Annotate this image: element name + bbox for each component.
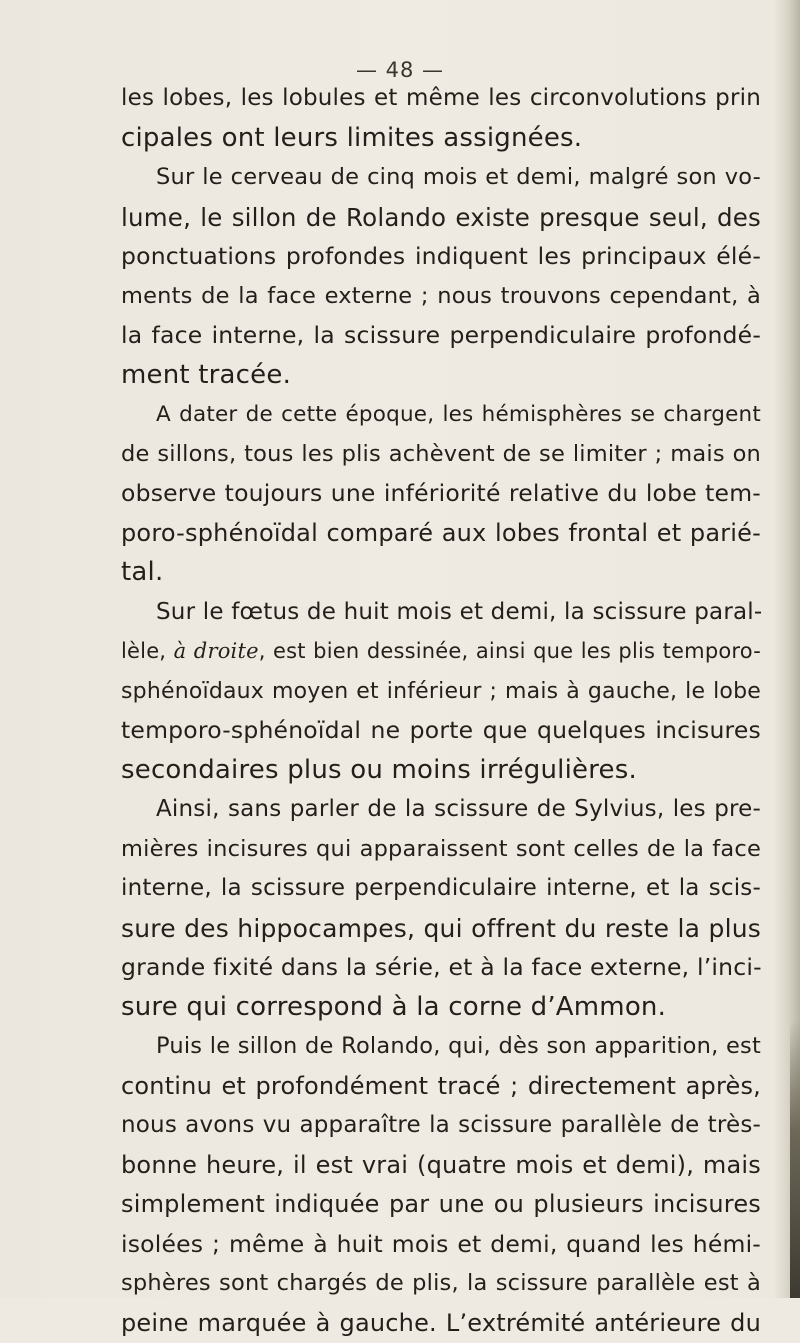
text-line: mières incisures qui apparaissent sont celles de la face xyxy=(121,830,761,870)
text-line: Puis le sillon de Rolando, qui, dès son apparition, est xyxy=(121,1027,761,1067)
text-line: Ainsi, sans parler de la scissure de Sylvius, les pre- xyxy=(121,790,761,830)
text-line: continu et profondément tracé ; directement après, xyxy=(121,1067,761,1107)
text-line: lume, le sillon de Rolando existe presque seul, des xyxy=(121,198,761,238)
text-line: isolées ; même à huit mois et demi, quand les hémi- xyxy=(121,1225,761,1265)
text-line: sure qui correspond à la corne d’Ammon. xyxy=(121,988,761,1028)
text-line xyxy=(121,632,761,672)
page-edge-dark xyxy=(790,1020,800,1298)
text-line: Sur le fœtus de huit mois et demi, la scissure paral- xyxy=(121,593,761,633)
text-line: sure des hippocampes, qui offrent du reste la plus xyxy=(121,909,761,949)
text-line: la face interne, la scissure perpendiculaire profondé- xyxy=(121,316,761,356)
text-line: A dater de cette époque, les hémisphères se chargent xyxy=(121,395,761,435)
text-line: les lobes, les lobules et même les circonvolutions prin xyxy=(121,79,761,119)
text-line: peine marquée à gauche. L’extrémité antérieure du xyxy=(121,1304,761,1343)
text-line: ponctuations profondes indiquent les principaux élé- xyxy=(121,237,761,277)
text-line: temporo-sphénoïdal ne porte que quelques incisures xyxy=(121,711,761,751)
text-line: Sur le cerveau de cinq mois et demi, malgré son vo- xyxy=(121,158,761,198)
text-line: cipales ont leurs limites assignées. xyxy=(121,119,761,159)
text-line: sphères sont chargés de plis, la scissure parallèle est à xyxy=(121,1264,761,1304)
page-number: — 48 — xyxy=(0,58,800,82)
text-line: bonne heure, il est vrai (quatre mois et demi), mais xyxy=(121,1146,761,1186)
text-line: simplement indiquée par une ou plusieurs incisures xyxy=(121,1185,761,1225)
text-line: poro-sphénoïdal comparé aux lobes frontal et parié- xyxy=(121,514,761,554)
text-line: nous avons vu apparaître la scissure parallèle de très- xyxy=(121,1106,761,1146)
text-run: , est bien dessinée, ainsi que les plis temporo- xyxy=(259,639,761,663)
body-text xyxy=(121,79,761,1343)
italic-text: à droite xyxy=(174,639,259,663)
text-line: ments de la face externe ; nous trouvons cependant, à xyxy=(121,277,761,317)
text-line: sphénoïdaux moyen et inférieur ; mais à gauche, le lobe xyxy=(121,672,761,712)
text-line: secondaires plus ou moins irrégulières. xyxy=(121,751,761,791)
text-line: observe toujours une infériorité relative du lobe tem- xyxy=(121,474,761,514)
text-line: grande fixité dans la série, et à la face externe, l’inci- xyxy=(121,948,761,988)
text-run: lèle, xyxy=(121,639,174,663)
text-line: tal. xyxy=(121,553,761,593)
text-line: de sillons, tous les plis achèvent de se limiter ; mais on xyxy=(121,435,761,475)
text-line: interne, la scissure perpendiculaire interne, et la scis- xyxy=(121,869,761,909)
text-line: ment tracée. xyxy=(121,356,761,396)
